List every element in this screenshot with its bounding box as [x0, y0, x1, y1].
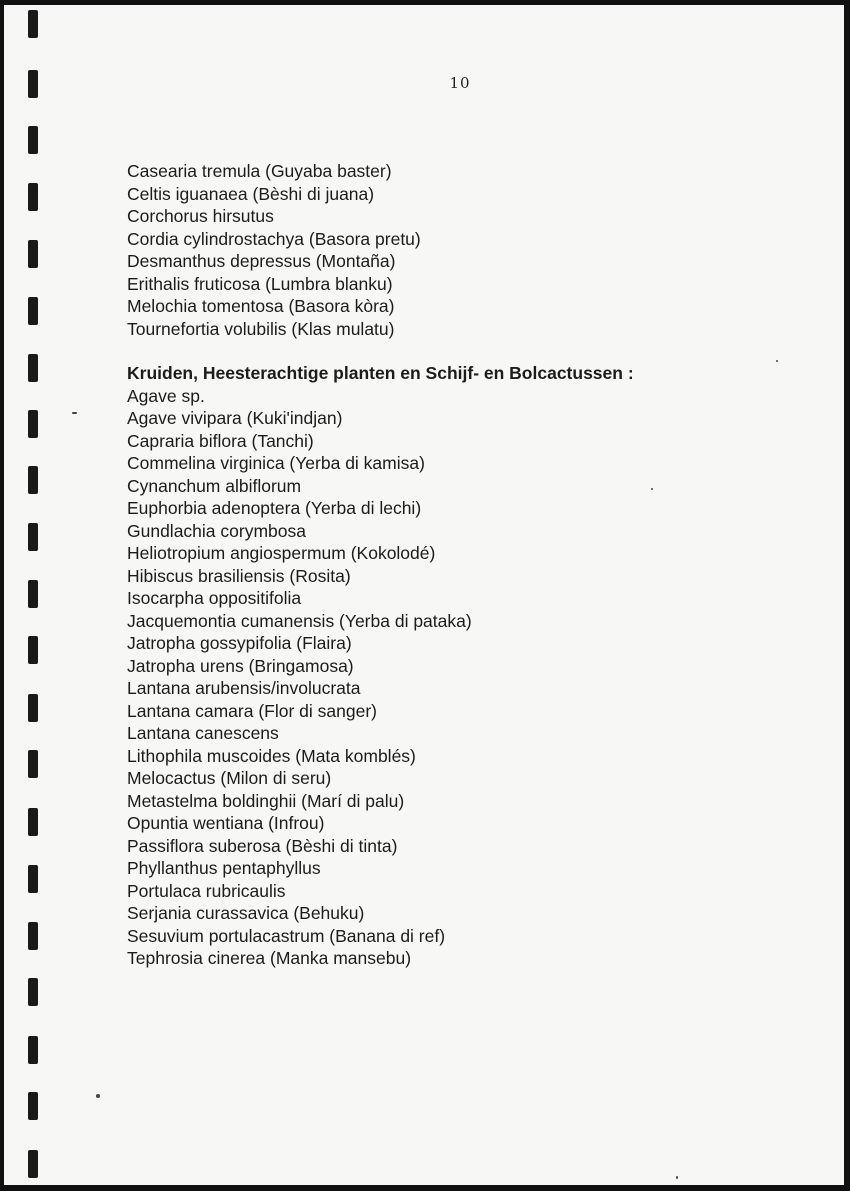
- scan-speck: [676, 1176, 678, 1179]
- binding-hole: [28, 750, 38, 778]
- binding-hole: [28, 10, 38, 38]
- list-item: Passiflora suberosa (Bèshi di tinta): [127, 835, 398, 856]
- scan-speck: [72, 412, 77, 414]
- binding-hole: [28, 523, 38, 551]
- list-item: Cynanchum albiflorum: [127, 475, 302, 496]
- list-item: Tephrosia cinerea (Manka mansebu): [127, 948, 412, 968]
- binding-hole: [28, 126, 38, 154]
- list-item: Lantana camara (Flor di sanger): [127, 700, 377, 721]
- binding-hole: [28, 865, 38, 893]
- binding-hole: [28, 297, 38, 325]
- list-item: Heliotropium angiospermum (Kokolodé): [127, 543, 436, 563]
- list-item: Lantana canescens: [127, 723, 279, 743]
- scan-speck: [96, 1094, 100, 1098]
- list-item: Erithalis fruticosa (Lumbra blanku): [127, 273, 393, 294]
- binding-hole: [28, 354, 38, 382]
- list-item: Lithophila muscoides (Mata komblés): [127, 745, 416, 766]
- list-item: Capraria biflora (Tanchi): [127, 430, 314, 451]
- list-item: Phyllanthus pentaphyllus: [127, 858, 321, 878]
- list-item: Opuntia wentiana (Infrou): [127, 813, 325, 833]
- list-item: Jacquemontia cumanensis (Yerba di pataka): [127, 610, 472, 631]
- list-item: Isocarpha oppositifolia: [127, 588, 302, 608]
- binding-hole: [28, 466, 38, 494]
- binding-hole: [28, 808, 38, 836]
- list-item: Tournefortia volubilis (Klas mulatu): [127, 318, 395, 339]
- scan-border-left: [0, 0, 4, 1191]
- list-item: Gundlachia corymbosa: [127, 520, 306, 541]
- scan-border-top: [0, 0, 850, 5]
- binding-hole: [28, 580, 38, 608]
- list-item: Corchorus hirsutus: [127, 206, 274, 226]
- binding-hole: [28, 410, 38, 438]
- scan-speck: [651, 488, 653, 490]
- list-item: Jatropha urens (Bringamosa): [127, 655, 354, 676]
- list-item: Portulaca rubricaulis: [127, 880, 286, 901]
- binding-hole: [28, 1036, 38, 1064]
- list-item: Hibiscus brasiliensis (Rosita): [127, 565, 351, 586]
- species-list-trees: [127, 160, 767, 340]
- list-item: Metastelma boldinghii (Marí di palu): [127, 790, 405, 811]
- binding-hole: [28, 70, 38, 98]
- binding-hole: [28, 694, 38, 722]
- scan-speck: [776, 360, 778, 362]
- section-heading: Kruiden, Heesterachtige planten en Schijf- en Bolcactussen :: [127, 363, 634, 383]
- species-list-herbs: [127, 385, 767, 970]
- list-item: Desmanthus depressus (Montaña): [127, 251, 396, 271]
- list-item: Melocactus (Milon di seru): [127, 768, 332, 788]
- binding-hole: [28, 1150, 38, 1178]
- binding-hole: [28, 978, 38, 1006]
- binding-hole: [28, 636, 38, 664]
- list-item: Commelina virginica (Yerba di kamisa): [127, 453, 425, 473]
- scan-border-bottom: [0, 1185, 850, 1191]
- list-item: Sesuvium portulacastrum (Banana di ref): [127, 925, 446, 946]
- binding-hole: [28, 183, 38, 211]
- binding-hole: [28, 240, 38, 268]
- list-item: Casearia tremula (Guyaba baster): [127, 161, 392, 181]
- binding-hole: [28, 1092, 38, 1120]
- scan-border-right: [844, 0, 850, 1191]
- binding-hole: [28, 922, 38, 950]
- list-item: Celtis iguanaea (Bèshi di juana): [127, 183, 375, 204]
- list-item: Agave vivipara (Kuki'indjan): [127, 408, 343, 428]
- list-item: Jatropha gossypifolia (Flaira): [127, 633, 352, 653]
- list-item: Lantana arubensis/involucrata: [127, 678, 361, 698]
- list-item: Agave sp.: [127, 385, 205, 406]
- list-item: Euphorbia adenoptera (Yerba di lechi): [127, 498, 422, 518]
- list-item: Serjania curassavica (Behuku): [127, 903, 365, 923]
- page-number: 10: [449, 74, 471, 92]
- list-item: Melochia tomentosa (Basora kòra): [127, 296, 395, 316]
- list-item: Cordia cylindrostachya (Basora pretu): [127, 228, 421, 249]
- page-content: [127, 160, 767, 970]
